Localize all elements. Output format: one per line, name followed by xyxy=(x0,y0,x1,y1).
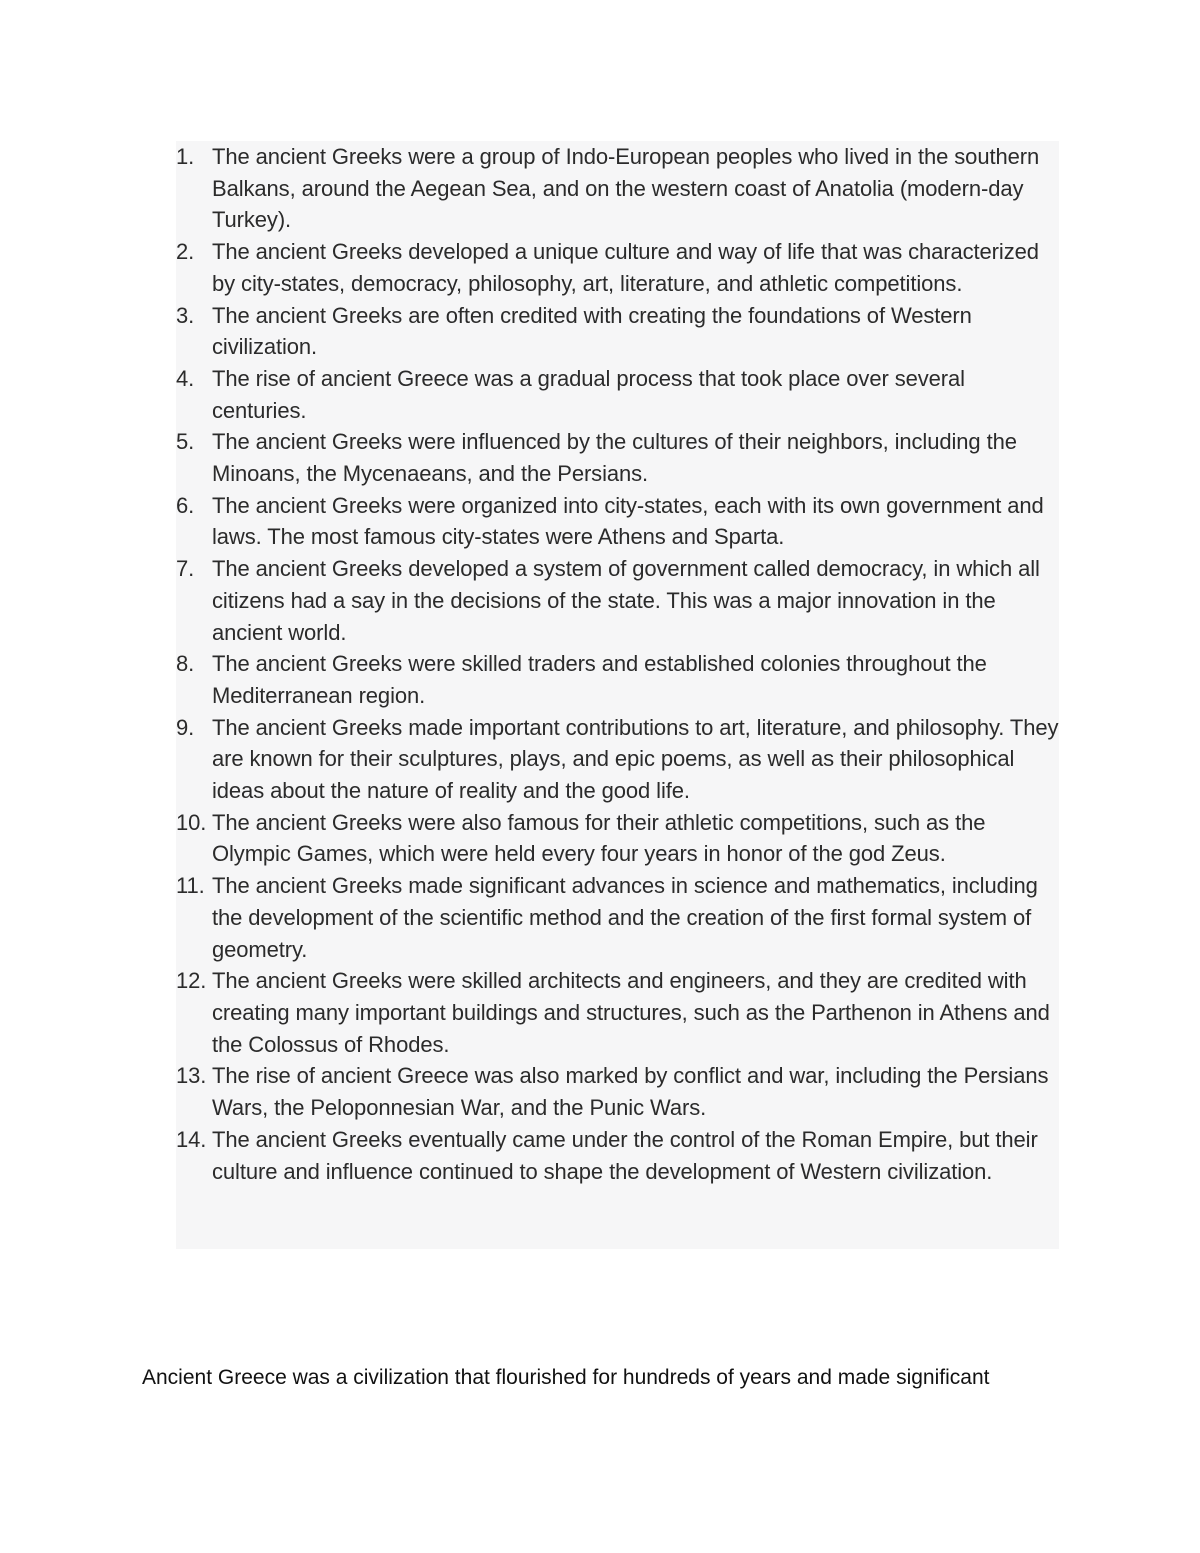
list-item-text: The ancient Greeks were skilled architects and engineers, and they are credited with creating many important buildings and structures, such as the Parthenon in Athens and the Colossus of Rhodes. xyxy=(212,968,1050,1057)
list-item xyxy=(176,965,1059,1060)
list-item xyxy=(176,553,1059,648)
body-paragraph: Ancient Greece was a civilization that flourished for hundreds of years and made significant xyxy=(142,1366,990,1389)
list-item-text: The ancient Greeks made significant advances in science and mathematics, including the development of the scientific method and the creation of the first formal system of geometry. xyxy=(212,873,1038,962)
facts-list xyxy=(176,141,1059,1187)
list-item xyxy=(176,363,1059,426)
list-item-number: 12. xyxy=(176,968,207,994)
list-item xyxy=(176,1060,1059,1123)
list-item-text: The ancient Greeks were organized into city-states, each with its own government and laws. The most famous city-states were Athens and Sparta. xyxy=(212,492,1044,550)
list-item-text: The ancient Greeks developed a unique culture and way of life that was characterized by city-states, democracy, philosophy, art, literature, and athletic competitions. xyxy=(212,239,1039,296)
list-item-number: 8. xyxy=(176,651,195,677)
list-item-number: 6. xyxy=(176,492,195,518)
numbered-list-block xyxy=(176,141,1059,1249)
list-item-number: 14. xyxy=(176,1126,207,1152)
list-item xyxy=(176,490,1059,553)
list-item-text: The ancient Greeks made important contributions to art, literature, and philosophy. They are known for their sculptures, plays, and epic poems, as well as their philosophical ideas about the nature of reality and the good life. xyxy=(212,714,1059,804)
list-item xyxy=(176,300,1059,363)
list-item-number: 4. xyxy=(176,365,195,391)
list-item-text: The ancient Greeks were skilled traders and established colonies throughout the Mediterranean region. xyxy=(212,651,987,708)
list-item-number: 1. xyxy=(176,144,195,169)
list-item xyxy=(176,712,1059,807)
list-item xyxy=(176,236,1059,299)
list-item-number: 13. xyxy=(176,1063,207,1089)
list-item-number: 7. xyxy=(176,556,195,582)
list-item-text: The ancient Greeks developed a system of government called democracy, in which all citizens had a say in the decisions of the state. This was a major innovation in the ancient world. xyxy=(212,556,1040,645)
list-item-number: 5. xyxy=(176,429,195,455)
list-item-number: 10. xyxy=(176,809,207,835)
list-item-text: The rise of ancient Greece was also marked by conflict and war, including the Persians Wars, the Peloponnesian War, and the Punic Wars. xyxy=(212,1063,1049,1121)
list-item-text: The rise of ancient Greece was a gradual process that took place over several centuries. xyxy=(212,365,965,423)
list-item-number: 3. xyxy=(176,302,195,328)
list-item xyxy=(176,1124,1059,1187)
list-item xyxy=(176,870,1059,965)
list-item-text: The ancient Greeks eventually came under the control of the Roman Empire, but their culture and influence continued to shape the development of Western civilization. xyxy=(212,1126,1038,1184)
list-item xyxy=(176,426,1059,489)
list-item-text: The ancient Greeks were also famous for their athletic competitions, such as the Olympic Games, which were held every four years in honor of the god Zeus. xyxy=(212,809,986,867)
list-item-number: 11. xyxy=(176,873,205,899)
list-item xyxy=(176,807,1059,870)
list-item-number: 9. xyxy=(176,714,195,740)
list-item-text: The ancient Greeks are often credited with creating the foundations of Western civilization. xyxy=(212,302,972,360)
list-item xyxy=(176,648,1059,711)
list-item xyxy=(176,141,1059,236)
list-item-text: The ancient Greeks were a group of Indo-European peoples who lived in the southern Balkans, around the Aegean Sea, and on the western coast of Anatolia (modern-day Turkey). xyxy=(212,144,1040,233)
list-item-text: The ancient Greeks were influenced by the cultures of their neighbors, including the Minoans, the Mycenaeans, and the Persians. xyxy=(212,429,1017,487)
list-item-number: 2. xyxy=(176,239,195,265)
